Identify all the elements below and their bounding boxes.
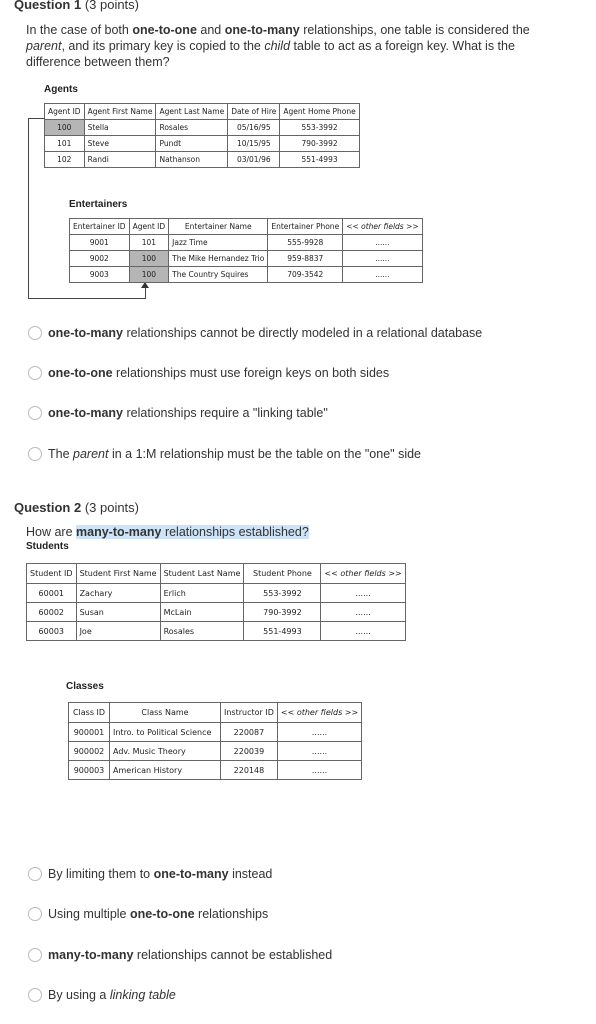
table-row	[27, 584, 406, 603]
table-cell: Nathanson	[156, 152, 228, 168]
radio-button[interactable]	[28, 907, 42, 921]
table-cell: Rosales	[160, 622, 244, 641]
column-header: Student Last Name	[160, 564, 244, 584]
table-cell: 9002	[70, 251, 130, 267]
option-label	[48, 867, 272, 881]
option-label	[48, 907, 268, 921]
column-header: << other fields >>	[321, 564, 405, 584]
column-header: Student Phone	[244, 564, 321, 584]
table-cell: 101	[129, 235, 169, 251]
table-row	[45, 120, 360, 136]
table-cell: The Country Squires	[169, 267, 268, 283]
question-2-header	[14, 500, 139, 515]
table-row	[70, 235, 423, 251]
q-text-italic: parent	[26, 39, 62, 53]
table-cell: Steve	[84, 136, 156, 152]
question-number: Question 1	[14, 0, 82, 12]
table-header-row	[70, 219, 423, 235]
column-header: Instructor ID	[221, 703, 278, 723]
table-cell: 900001	[69, 723, 110, 742]
option-label	[48, 948, 332, 962]
radio-button[interactable]	[28, 326, 42, 340]
table-row	[45, 152, 360, 168]
radio-button[interactable]	[28, 406, 42, 420]
column-header: << other fields >>	[343, 219, 422, 235]
option-label	[48, 366, 389, 380]
table-cell: Zachary	[76, 584, 160, 603]
q-text-part: In the case of both	[26, 23, 133, 37]
table-cell: Joe	[76, 622, 160, 641]
table-cell: ......	[277, 723, 361, 742]
option-text: relationships must use foreign keys on both sides	[112, 366, 390, 380]
table-row	[70, 251, 423, 267]
table-cell: Stella	[84, 120, 156, 136]
q2-option-2[interactable]	[28, 907, 268, 921]
table-cell: Randi	[84, 152, 156, 168]
column-header: << other fields >>	[277, 703, 361, 723]
table-cell: 900003	[69, 761, 110, 780]
relationship-line	[28, 118, 29, 299]
option-italic: parent	[73, 447, 109, 461]
table-cell: 60001	[27, 584, 77, 603]
table-cell: American History	[110, 761, 221, 780]
table-cell: 220039	[221, 742, 278, 761]
students-table	[26, 563, 406, 641]
column-header: Entertainer ID	[70, 219, 130, 235]
table-cell: Adv. Music Theory	[110, 742, 221, 761]
q1-option-4[interactable]	[28, 447, 421, 461]
column-header: Agent First Name	[84, 104, 156, 120]
radio-button[interactable]	[28, 988, 42, 1002]
table-cell: Pundt	[156, 136, 228, 152]
table-cell: Intro. to Political Science	[110, 723, 221, 742]
q-text-part: relationships, one table is considered the	[299, 23, 530, 37]
table-cell: 790-3992	[280, 136, 359, 152]
option-bold: one-to-many	[48, 326, 123, 340]
table-row	[69, 761, 362, 780]
option-bold: one-to-one	[129, 907, 195, 921]
column-header: Date of Hire	[228, 104, 280, 120]
table-header-row	[69, 703, 362, 723]
option-text: relationships cannot be established	[133, 948, 333, 962]
option-bold: one-to-one	[48, 366, 113, 380]
table-cell: Erlich	[160, 584, 244, 603]
table-header-row	[45, 104, 360, 120]
agents-table-title: Agents	[44, 84, 78, 95]
q-text-bold: one-to-many	[224, 23, 300, 37]
table-cell: 05/16/95	[228, 120, 280, 136]
table-cell: 551-4993	[244, 622, 321, 641]
option-text: By limiting them to	[48, 867, 154, 881]
table-row	[27, 603, 406, 622]
classes-table-title: Classes	[66, 681, 104, 692]
table-cell: 03/01/96	[228, 152, 280, 168]
q1-option-3[interactable]	[28, 406, 328, 420]
table-row	[69, 742, 362, 761]
q2-option-1[interactable]	[28, 867, 272, 881]
table-cell: 60003	[27, 622, 77, 641]
table-cell: ......	[343, 251, 422, 267]
table-cell: Susan	[76, 603, 160, 622]
column-header: Agent ID	[129, 219, 169, 235]
column-header: Entertainer Name	[169, 219, 268, 235]
q-text-italic: child	[264, 39, 291, 53]
table-row	[69, 723, 362, 742]
option-text: relationships cannot be directly modeled in a relational database	[123, 326, 483, 340]
table-row	[70, 267, 423, 283]
table-cell: The Mike Hernandez Trio	[169, 251, 268, 267]
option-text: The	[48, 447, 74, 461]
q1-option-2[interactable]	[28, 366, 389, 380]
q-text-bold: one-to-one	[132, 23, 197, 37]
option-text: Using multiple	[48, 907, 130, 921]
table-row	[27, 622, 406, 641]
table-cell: 60002	[27, 603, 77, 622]
question-1-text	[26, 22, 571, 70]
table-cell: 100	[129, 251, 169, 267]
table-cell: 100	[45, 120, 85, 136]
table-cell: 100	[129, 267, 169, 283]
table-cell: 709-3542	[268, 267, 343, 283]
table-cell: 9001	[70, 235, 130, 251]
option-bold: many-to-many	[48, 948, 134, 962]
column-header: Agent Home Phone	[280, 104, 359, 120]
table-cell: 959-8837	[268, 251, 343, 267]
table-cell: 220087	[221, 723, 278, 742]
table-row	[45, 136, 360, 152]
agents-table	[44, 103, 360, 168]
q-text-part: , and its primary key is copied to the	[61, 39, 265, 53]
option-label	[48, 447, 421, 461]
table-cell: ......	[343, 235, 422, 251]
table-cell: 555-9928	[268, 235, 343, 251]
column-header: Agent Last Name	[156, 104, 228, 120]
question-points: (3 points)	[84, 0, 140, 12]
option-text: in a 1:M relationship must be the table on the "one" side	[108, 447, 422, 461]
table-cell: 900002	[69, 742, 110, 761]
question-2-text	[26, 524, 309, 540]
column-header: Student First Name	[76, 564, 160, 584]
table-cell: 790-3992	[244, 603, 321, 622]
students-table-title: Students	[26, 541, 69, 552]
option-label	[48, 988, 176, 1002]
table-cell: McLain	[160, 603, 244, 622]
option-label	[48, 326, 482, 340]
column-header: Entertainer Phone	[268, 219, 343, 235]
option-text: By using a	[48, 988, 110, 1002]
table-header-row	[27, 564, 406, 584]
column-header: Class Name	[110, 703, 221, 723]
table-cell: ......	[277, 761, 361, 780]
radio-button[interactable]	[28, 366, 42, 380]
table-cell: ......	[277, 742, 361, 761]
option-text: relationships	[194, 907, 269, 921]
entertainers-table-title: Entertainers	[69, 199, 128, 210]
table-cell: 101	[45, 136, 85, 152]
table-cell: ......	[343, 267, 422, 283]
option-text: relationships require a "linking table"	[123, 406, 328, 420]
question-points: (3 points)	[84, 500, 140, 515]
q-text-part: and	[196, 23, 225, 37]
q-text-part: table to act as a foreign key. What is the difference between them?	[26, 39, 515, 69]
option-bold: one-to-many	[48, 406, 123, 420]
table-cell: 102	[45, 152, 85, 168]
column-header: Agent ID	[45, 104, 85, 120]
table-cell: 9003	[70, 267, 130, 283]
table-cell: Jazz Time	[169, 235, 268, 251]
q-text-bold: many-to-many	[76, 525, 162, 539]
entertainers-table	[69, 218, 423, 283]
table-cell: 551-4993	[280, 152, 359, 168]
radio-button[interactable]	[28, 867, 42, 881]
table-cell: 10/15/95	[228, 136, 280, 152]
question-1-header	[14, 0, 139, 12]
table-cell: ......	[321, 603, 405, 622]
table-cell: ......	[321, 584, 405, 603]
q2-option-3[interactable]	[28, 948, 332, 962]
table-cell: ......	[321, 622, 405, 641]
column-header: Student ID	[27, 564, 77, 584]
table-cell: 553-3992	[280, 120, 359, 136]
option-text: instead	[228, 867, 273, 881]
relationship-line	[28, 298, 146, 299]
option-bold: one-to-many	[153, 867, 229, 881]
table-cell: Rosales	[156, 120, 228, 136]
q-text-part: relationships established?	[161, 525, 309, 539]
table-cell: 220148	[221, 761, 278, 780]
relationship-line	[28, 118, 45, 119]
q2-option-4[interactable]	[28, 988, 176, 1002]
option-italic: linking table	[109, 988, 176, 1002]
question-number: Question 2	[14, 500, 82, 515]
classes-table	[68, 702, 362, 780]
q-text-part: How are	[26, 525, 77, 539]
q1-option-1[interactable]	[28, 326, 482, 340]
option-label	[48, 406, 328, 420]
table-cell: 553-3992	[244, 584, 321, 603]
radio-button[interactable]	[28, 948, 42, 962]
column-header: Class ID	[69, 703, 110, 723]
radio-button[interactable]	[28, 447, 42, 461]
